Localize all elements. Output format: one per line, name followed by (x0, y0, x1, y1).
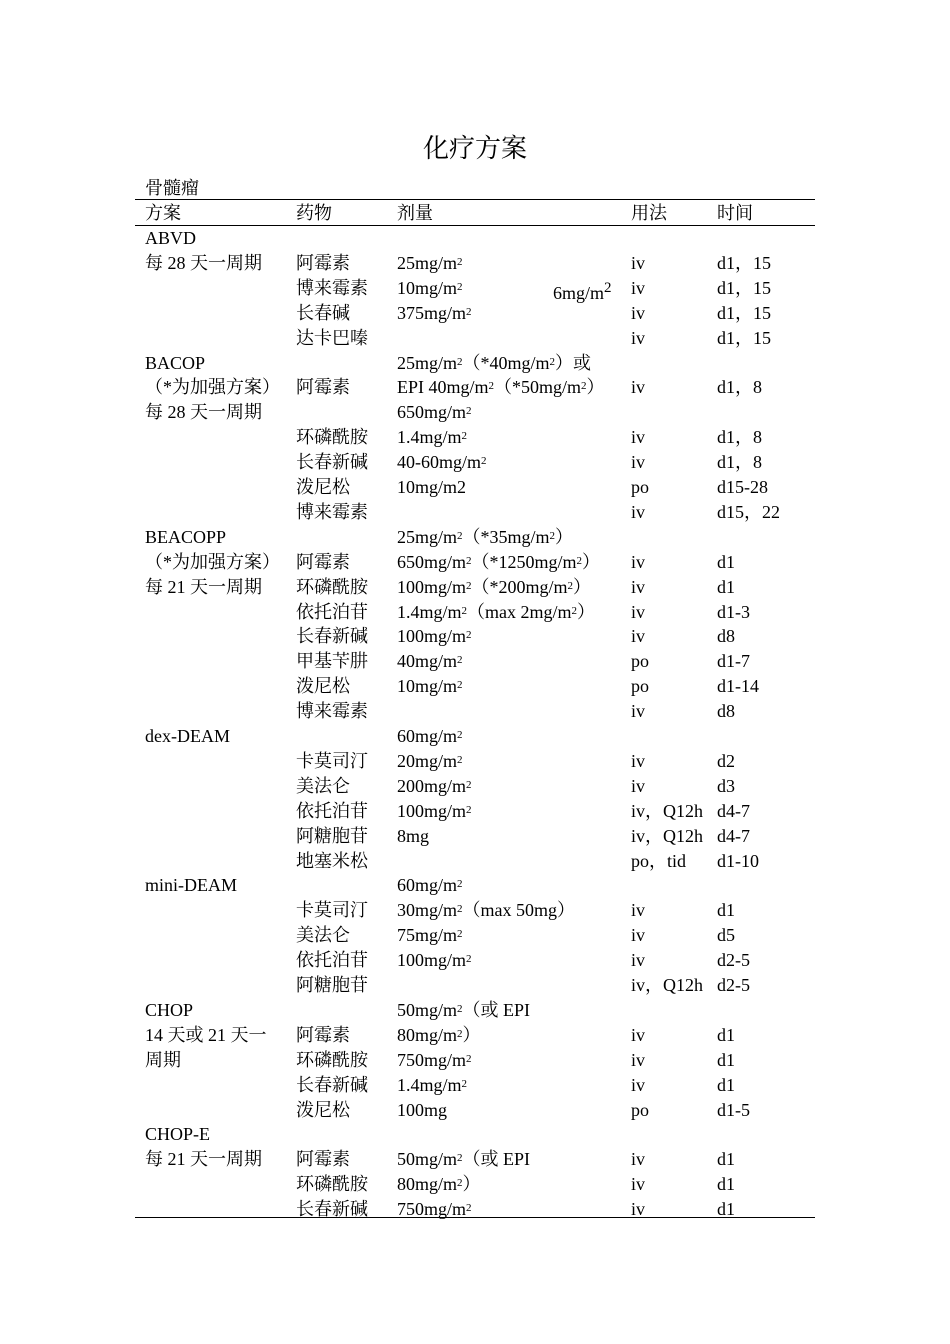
cell-drug: 泼尼松 (296, 676, 350, 696)
cell-schedule: d1-3 (717, 602, 750, 622)
cell-drug: 达卡巴嗪 (296, 328, 368, 348)
cell-dose: $50mg/m^2$（或 EPI (397, 1000, 531, 1020)
cell-route: iv (631, 1025, 646, 1045)
cell-scheme: 14 天或 21 天一 (145, 1025, 267, 1045)
cell-dose: $50mg/m^2$（或 EPI (397, 1149, 531, 1169)
cell-drug: 长春新碱 (296, 1075, 368, 1095)
cell-drug: 美法仑 (296, 776, 350, 796)
cell-scheme: 每 28 天一周期 (145, 402, 262, 422)
cell-drug: 阿霉素 (296, 253, 350, 273)
cell-schedule: d1，15 (717, 253, 771, 273)
cell-dose: $80mg/m^2$） (397, 1025, 481, 1045)
cell-dose: $10mg/m^2$ (397, 278, 463, 298)
cell-drug: 长春新碱 (296, 1199, 368, 1219)
cell-drug: 长春碱 (296, 303, 350, 323)
cell-schedule: d1，15 (717, 278, 771, 298)
cell-dose: $1.4mg/m^2$ (397, 1075, 468, 1095)
cell-schedule: d4-7 (717, 801, 750, 821)
cell-dose: $1.4mg/m^2(\max$ $2mg/m^2$） (397, 602, 596, 622)
cell-dose: $100mg/m^2$ (397, 950, 472, 970)
cell-schedule: d1-10 (717, 851, 759, 871)
cell-route: iv (631, 502, 646, 522)
cell-dose: $25mg/m^2(*40mg/m^2)$或 (397, 353, 592, 373)
cell-route: iv (631, 278, 646, 298)
cell-drug: 卡莫司汀 (296, 751, 368, 771)
cell-route: iv (631, 701, 646, 721)
section-label: 骨髓瘤 (145, 178, 199, 198)
cell-route: iv (631, 328, 646, 348)
cell-drug: 环磷酰胺 (296, 1174, 368, 1194)
cell-scheme: ABVD (145, 228, 197, 248)
cell-schedule: d1-14 (717, 676, 759, 696)
cell-route: iv，Q12h (631, 801, 703, 821)
cell-schedule: d15-28 (717, 477, 768, 497)
cell-drug: 地塞米松 (296, 851, 368, 871)
cell-drug: 阿霉素 (296, 1025, 350, 1045)
cell-dose: $25mg/m^2$ (397, 253, 463, 273)
cell-route: iv (631, 577, 646, 597)
cell-route: iv，Q12h (631, 975, 703, 995)
cell-dose: $100mg/m^2(*200mg/m^2)$ (397, 577, 592, 597)
cell-drug: 甲基苄肼 (296, 651, 368, 671)
cell-drug: 阿霉素 (296, 377, 350, 397)
cell-scheme: dex-DEAM (145, 726, 230, 746)
cell-route: po (631, 1100, 649, 1120)
cell-schedule: d2-5 (717, 950, 750, 970)
page-title: 化疗方案 (422, 134, 527, 163)
cell-drug: 博来霉素 (296, 278, 368, 298)
cell-route: po (631, 676, 649, 696)
cell-schedule: d1 (717, 1174, 735, 1194)
cell-route: iv，Q12h (631, 826, 703, 846)
cell-dose: $750mg/m^2$ (397, 1199, 472, 1219)
cell-dose: $10mg/m^2$ (397, 676, 463, 696)
cell-route: iv (631, 1174, 646, 1194)
cell-schedule: d8 (717, 701, 735, 721)
cell-dose: $100mg/m^2$ (397, 626, 472, 646)
cell-scheme: mini-DEAM (145, 875, 237, 895)
cell-route: iv (631, 900, 646, 920)
cell-route: po (631, 651, 649, 671)
cell-dose: $25mg/m^2(*35mg/m^2)$ (397, 527, 574, 547)
cell-drug: 依托泊苷 (296, 950, 368, 970)
cell-scheme: BACOP (145, 353, 206, 373)
cell-schedule: d1，8 (717, 452, 762, 472)
cell-drug: 泼尼松 (296, 477, 350, 497)
cell-schedule: d1 (717, 577, 735, 597)
cell-route: iv (631, 925, 646, 945)
cell-dose: 100mg (397, 1100, 448, 1120)
cell-scheme: 每 28 天一周期 (145, 253, 262, 273)
cell-scheme: 每 21 天一周期 (145, 1149, 262, 1169)
cell-route: iv (631, 427, 646, 447)
header-drug: 药物 (296, 203, 332, 223)
cell-schedule: d1 (717, 1025, 735, 1045)
cell-drug: 博来霉素 (296, 701, 368, 721)
cell-drug: 美法仑 (296, 925, 350, 945)
cell-route: iv (631, 452, 646, 472)
cell-dose: $20mg/m^2$ (397, 751, 463, 771)
cell-route: iv (631, 751, 646, 771)
cell-route: iv (631, 377, 646, 397)
cell-dose: $200mg/m^2$ (397, 776, 472, 796)
header-dose: 剂量 (397, 203, 433, 223)
cell-dose: $60mg/m^2$ (397, 726, 463, 746)
cell-scheme: CHOP-E (145, 1124, 211, 1144)
cell-drug: 阿糖胞苷 (296, 975, 368, 995)
cell-route: po (631, 477, 649, 497)
header-scheme: 方案 (145, 203, 181, 223)
cell-drug: 卡莫司汀 (296, 900, 368, 920)
cell-route: po，tid (631, 851, 687, 871)
cell-schedule: d1-7 (717, 651, 750, 671)
cell-schedule: d1 (717, 1050, 735, 1070)
cell-drug: 泼尼松 (296, 1100, 350, 1120)
cell-drug: 长春新碱 (296, 626, 368, 646)
table-bottom-rule (135, 1217, 815, 1218)
cell-drug: 环磷酰胺 (296, 577, 368, 597)
cell-schedule: d4-7 (717, 826, 750, 846)
cell-dose: $75mg/m^2$ (397, 925, 463, 945)
cell-scheme: 每 21 天一周期 (145, 577, 262, 597)
cell-dose: $1.4mg/m^2$ (397, 427, 468, 447)
cell-route: iv (631, 1199, 646, 1219)
cell-schedule: d1 (717, 1149, 735, 1169)
cell-scheme: （*为加强方案） (145, 552, 280, 572)
cell-schedule: d1，15 (717, 328, 771, 348)
cell-drug: 阿糖胞苷 (296, 826, 368, 846)
cell-dose: $750mg/m^2$ (397, 1050, 472, 1070)
cell-scheme: 周期 (145, 1050, 181, 1070)
cell-route: iv (631, 602, 646, 622)
cell-schedule: d1，8 (717, 377, 762, 397)
cell-route: iv (631, 776, 646, 796)
cell-schedule: d1-5 (717, 1100, 750, 1120)
cell-route: iv (631, 552, 646, 572)
cell-dose: $375mg/m^2$ (397, 303, 472, 323)
cell-route: iv (631, 303, 646, 323)
cell-scheme: （*为加强方案） (145, 377, 280, 397)
cell-dose: $100mg/m^2$ (397, 801, 472, 821)
cell-dose: $60mg/m^2$ (397, 875, 463, 895)
cell-dose: $80mg/m^2$） (397, 1174, 481, 1194)
cell-schedule: d5 (717, 925, 735, 945)
cell-dose: 10mg/m2 (397, 477, 467, 497)
cell-schedule: d3 (717, 776, 735, 796)
cell-drug: 长春新碱 (296, 452, 368, 472)
cell-dose-alt: $6mg/m^2$ (553, 280, 612, 303)
cell-schedule: d1 (717, 900, 735, 920)
cell-route: iv (631, 1050, 646, 1070)
cell-drug: 环磷酰胺 (296, 427, 368, 447)
header-schedule: 时间 (717, 203, 753, 223)
cell-dose: 8mg (397, 826, 430, 846)
cell-drug: 阿霉素 (296, 1149, 350, 1169)
cell-dose: $30mg/m^2(\max$ 50mg） (397, 900, 576, 920)
cell-route: iv (631, 253, 646, 273)
cell-route: iv (631, 1075, 646, 1095)
cell-schedule: d1，15 (717, 303, 771, 323)
header-route: 用法 (631, 203, 667, 223)
cell-dose: $40-60mg/m^2$ (397, 452, 487, 472)
cell-schedule: d2-5 (717, 975, 750, 995)
cell-schedule: d1 (717, 552, 735, 572)
cell-drug: 依托泊苷 (296, 801, 368, 821)
cell-route: iv (631, 626, 646, 646)
cell-schedule: d1 (717, 1075, 735, 1095)
cell-drug: 环磷酰胺 (296, 1050, 368, 1070)
cell-scheme: BEACOPP (145, 527, 227, 547)
cell-dose: $650mg/m^2(*1250mg/m^2)$ (397, 552, 601, 572)
cell-drug: 阿霉素 (296, 552, 350, 572)
cell-schedule: d8 (717, 626, 735, 646)
cell-route: iv (631, 950, 646, 970)
cell-dose: EPI $40mg/m^2(*50mg/m^2)$ (397, 377, 605, 397)
cell-scheme: CHOP (145, 1000, 194, 1020)
cell-route: iv (631, 1149, 646, 1169)
cell-dose: $40mg/m^2$ (397, 651, 463, 671)
cell-schedule: d15，22 (717, 502, 780, 522)
cell-drug: 依托泊苷 (296, 602, 368, 622)
cell-schedule: d1 (717, 1199, 735, 1219)
cell-drug: 博来霉素 (296, 502, 368, 522)
cell-schedule: d2 (717, 751, 735, 771)
cell-schedule: d1，8 (717, 427, 762, 447)
cell-dose: $650mg/m^2$ (397, 402, 472, 422)
